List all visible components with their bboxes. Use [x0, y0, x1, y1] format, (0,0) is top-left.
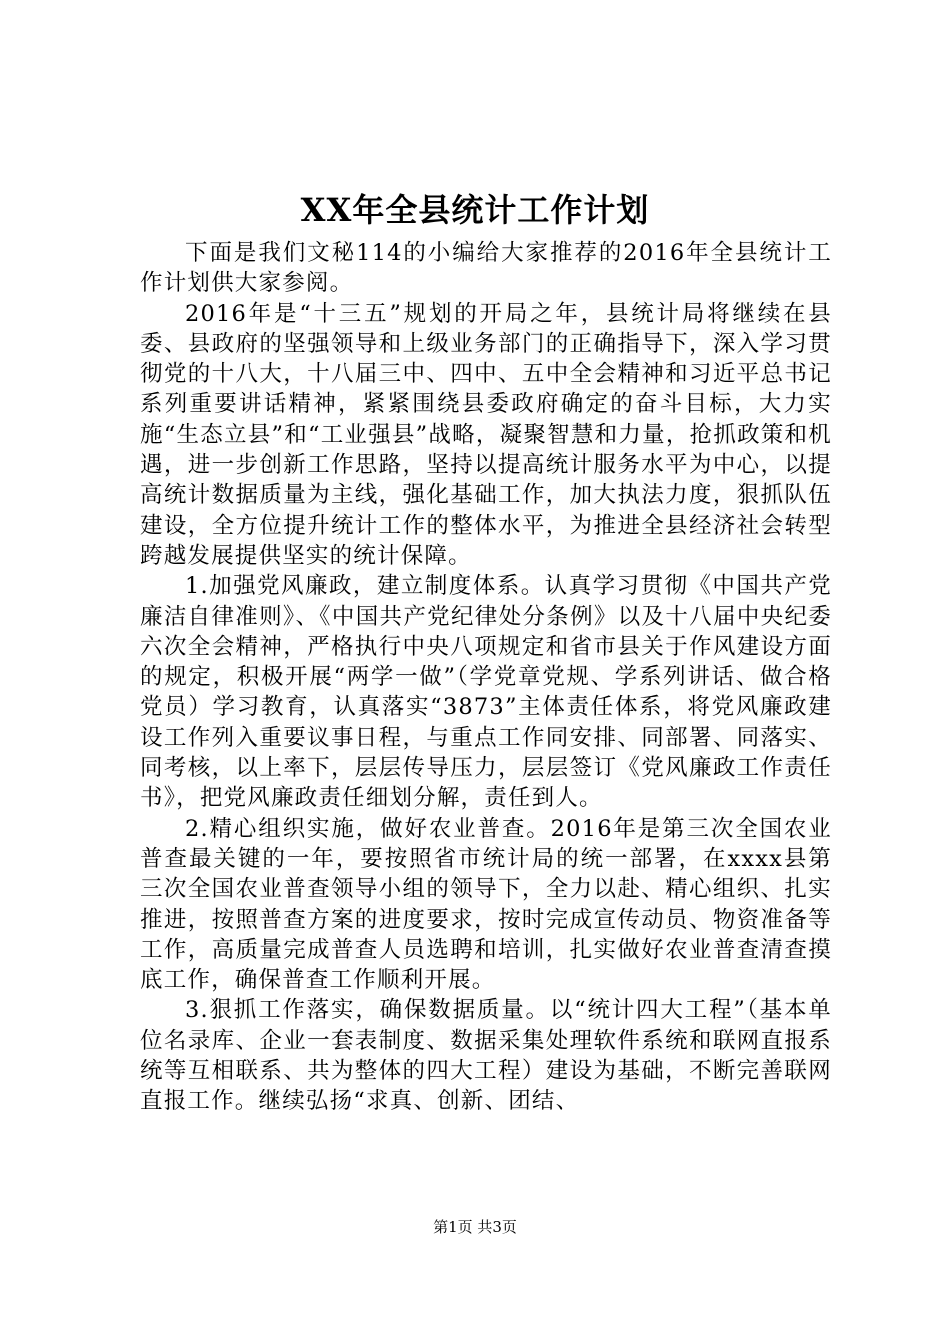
- document-title: XX年全县统计工作计划: [300, 191, 650, 229]
- paragraph-item-1: 1.加强党风廉政，建立制度体系。认真学习贯彻《中国共产党廉洁自律准则》、《中国共产党纪律处分条例》以及十八届中央纪委六次全会精神，严格执行中央八项规定和省市县关于作风建设方面的规定，积极开展“两学一做”（学党章党规、学系列讲话、做合格党员）学习教育，认真落实“3873”主体责任体系，将党风廉政建设工作列入重要议事日程，与重点工作同安排、同部署、同落实、同考核，以上率下，层层传导压力，层层签订《党风廉政工作责任书》，把党风廉政责任细划分解，责任到人。: [140, 573, 832, 812]
- paragraph-intro: 下面是我们文秘114的小编给大家推荐的2016年全县统计工作计划供大家参阅。: [140, 240, 832, 297]
- paragraph-item-3: 3.狠抓工作落实，确保数据质量。以“统计四大工程”（基本单位名录库、企业一套表制度、数据采集处理软件系统和联网直报系统等互相联系、共为整体的四大工程）建设为基础，不断完善联网直报工作。继续弘扬“求真、创新、团结、: [140, 997, 832, 1115]
- paragraph-overview: 2016年是“十三五”规划的开局之年，县统计局将继续在县委、县政府的坚强领导和上级业务部门的正确指导下，深入学习贯彻党的十八大，十八届三中、四中、五中全会精神和习近平总书记系列重要讲话精神，紧紧围绕县委政府确定的奋斗目标，大力实施“生态立县”和“工业强县”战略，凝聚智慧和力量，抢抓政策和机遇，进一步创新工作思路，坚持以提高统计服务水平为中心，以提高统计数据质量为主线，强化基础工作，加大执法力度，狠抓队伍建设，全方位提升统计工作的整体水平，为推进全县经济社会转型跨越发展提供坚实的统计保障。: [140, 300, 832, 569]
- document-body: [140, 238, 832, 1117]
- page-number-footer: 第1页 共3页: [433, 1218, 517, 1236]
- paragraph-item-2: 2.精心组织实施，做好农业普查。2016年是第三次全国农业普查最关键的一年，要按照省市统计局的统一部署，在xxxx县第三次全国农业普查领导小组的领导下，全力以赴、精心组织、扎实推进，按照普查方案的进度要求，按时完成宣传动员、物资准备等工作，高质量完成普查人员选聘和培训，扎实做好农业普查清查摸底工作，确保普查工作顺利开展。: [140, 815, 832, 994]
